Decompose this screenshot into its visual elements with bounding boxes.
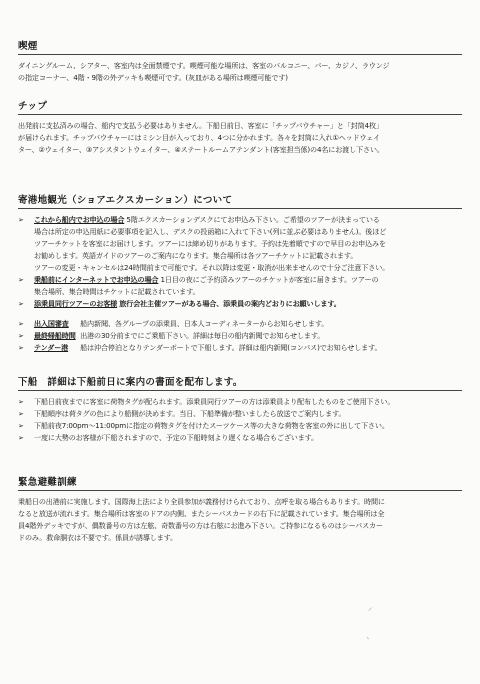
item-term: 出入国審査 (34, 319, 69, 328)
text-line: ツアーチケットを客室にお届けします。ツアーには締め切りがあります。予約は先着順ですので早目のお申込みを (34, 239, 386, 248)
text-line: 場合は所定の申込用紙に必要事項を記入し、デスクの投函箱に入れて下さい(列に並ぶ必要はありません)。後ほど (34, 227, 387, 236)
list-item (18, 420, 462, 432)
item-text: 出港の30分前までにご乗船下さい。詳細は毎日の船内新聞でお知らせします。 (80, 331, 325, 340)
text-line: 員4階外デッキですが、偶数番号の方は左舷、奇数番号の方は右舷にお進み下さい。ご持参になるものはシーパスカー (18, 521, 383, 530)
bullet-text: 下船順序は荷タグの色により船側が決めます。当日、下船準備が整いましたら放送でご案内します。 (34, 409, 346, 418)
text-line: ドのみ。救命胴衣は不要です。係員が誘導します。 (18, 533, 177, 542)
smoking-section (18, 38, 462, 84)
tip-section (18, 98, 462, 156)
bullet-lead: これから船内でお申込の場合 (34, 215, 125, 224)
bullet-text: 旅行会社主催ツアーがある場合、添乗員の案内どおりにお願いします。 (119, 299, 341, 308)
text-line: 乗船日の出港前に実施します。国際海上法により全員参加が義務付けられており、点呼を取る場合もあります。時間に (18, 497, 385, 506)
drill-text (18, 496, 462, 544)
text-line: が届けられます。チップバウチャーにはミシン目が入っており、4つに分かれます。各々を封筒に入れ①ヘッドウェイ (18, 133, 381, 142)
list-item (18, 274, 462, 298)
bullet-lead: 添乗員同行ツアーのお客様 (34, 299, 118, 308)
text-line: ダイニングルーム、シアター、客室内は全面禁煙です。喫煙可能な場所は、客室のバルコニー、バー、カジノ、ラウンジ (18, 61, 390, 70)
arrow-bullet-icon: ➢ (18, 216, 24, 224)
text-line: の指定コーナー、4階・9階の外デッキも喫煙可です。(灰皿がある場所は喫煙可能です) (18, 73, 288, 82)
list-item (18, 408, 462, 420)
arrow-bullet-icon: ➢ (18, 332, 24, 340)
arrow-bullet-icon: ➢ (18, 422, 24, 430)
item-text: 船は沖合停泊となりテンダーボートで下船します。詳細は船内新聞(コンパス)でお知らせします。 (80, 343, 382, 352)
section-heading-tip: チップ (18, 98, 462, 115)
text-line: 集合場所、集合時間はチケットに記載されています。 (34, 287, 200, 296)
list-item (18, 298, 462, 310)
text-line: ター、②ウェイター、③アシスタントウェイター、④ステートルームアテンダント(客室担当係)の4名にお渡し下さい。 (18, 145, 384, 154)
section-heading-excursion: 寄港地観光（ショアエクスカーション）について (18, 192, 462, 209)
scan-mark: ˎ (366, 630, 371, 640)
text-line: お勧めします。英語ガイドのツアーのご案内になります。集合場所は各ツアーチケットに記載されます。 (34, 251, 358, 260)
item-text: 船内新聞、各グループの添乗員、日本人コーディネーターからお知らせします。 (80, 319, 329, 328)
list-item (18, 342, 462, 354)
bullet-lead: 乗船前にインターネットでお申込の場合 (34, 275, 159, 284)
arrow-bullet-icon: ➢ (18, 300, 24, 308)
excursion-info-list (18, 318, 462, 354)
section-heading-drill: 緊急避難訓練 (18, 474, 462, 491)
arrow-bullet-icon: ➢ (18, 434, 24, 442)
arrow-bullet-icon: ➢ (18, 344, 24, 352)
list-item (18, 396, 462, 408)
text-line: ツアーの変更・キャンセルは24時間前まで可能です。それ以降は変更・取消が出来ませんので十分ご注意下さい。 (34, 263, 390, 272)
bullet-text: 一度に大勢のお客様が下船されますので、予定の下船時刻より遅くなる場合もございます。 (34, 433, 318, 442)
arrow-bullet-icon: ➢ (18, 276, 24, 284)
scan-mark: ⸝ (368, 603, 373, 613)
disembark-section (18, 374, 462, 444)
item-term: 最終帰船時間 (34, 331, 76, 340)
bullet-text: 下船日前夜までに客室に荷物タグが配られます。添乗員同行ツアーの方は添乗員より配布したものをご使用下さい。 (34, 397, 395, 406)
text-line: 出発前に支払済みの場合、船内で支払う必要はありません。下船日前日、客室に「チップバウチャー」と「封筒4枚」 (18, 121, 383, 130)
drill-section (18, 474, 462, 544)
smoking-text (18, 60, 462, 84)
disembark-bullet-list (18, 396, 462, 444)
text-line: なると放送が流れます。集合場所は客室のドアの内側、またシーパスカードの右下に記載されています。集合場所は全 (18, 509, 385, 518)
list-item (18, 318, 462, 330)
list-item (18, 214, 462, 274)
tip-text (18, 120, 462, 156)
arrow-bullet-icon: ➢ (18, 320, 24, 328)
excursion-bullet-list (18, 214, 462, 310)
list-item (18, 330, 462, 342)
bullet-text: 1日目の夜にご予約済みツアーのチケットが客室に届きます。ツアーの (160, 275, 379, 284)
section-heading-smoking: 喫煙 (18, 38, 462, 55)
item-term: テンダー港 (34, 343, 69, 352)
bullet-text: 下船前夜7:00pm～11:00pmに指定の荷物タグを付けたスーツケース等の大きな荷物を客室の外に出して下さい。 (34, 421, 389, 430)
list-item (18, 432, 462, 444)
arrow-bullet-icon: ➢ (18, 398, 24, 406)
arrow-bullet-icon: ➢ (18, 410, 24, 418)
excursion-section (18, 192, 462, 354)
section-heading-disembark: 下船 詳細は下船前日に案内の書面を配布します。 (18, 374, 462, 391)
bullet-text: 5階エクスカーションデスクにてお申込み下さい。ご希望のツアーが決まっている (126, 215, 380, 224)
